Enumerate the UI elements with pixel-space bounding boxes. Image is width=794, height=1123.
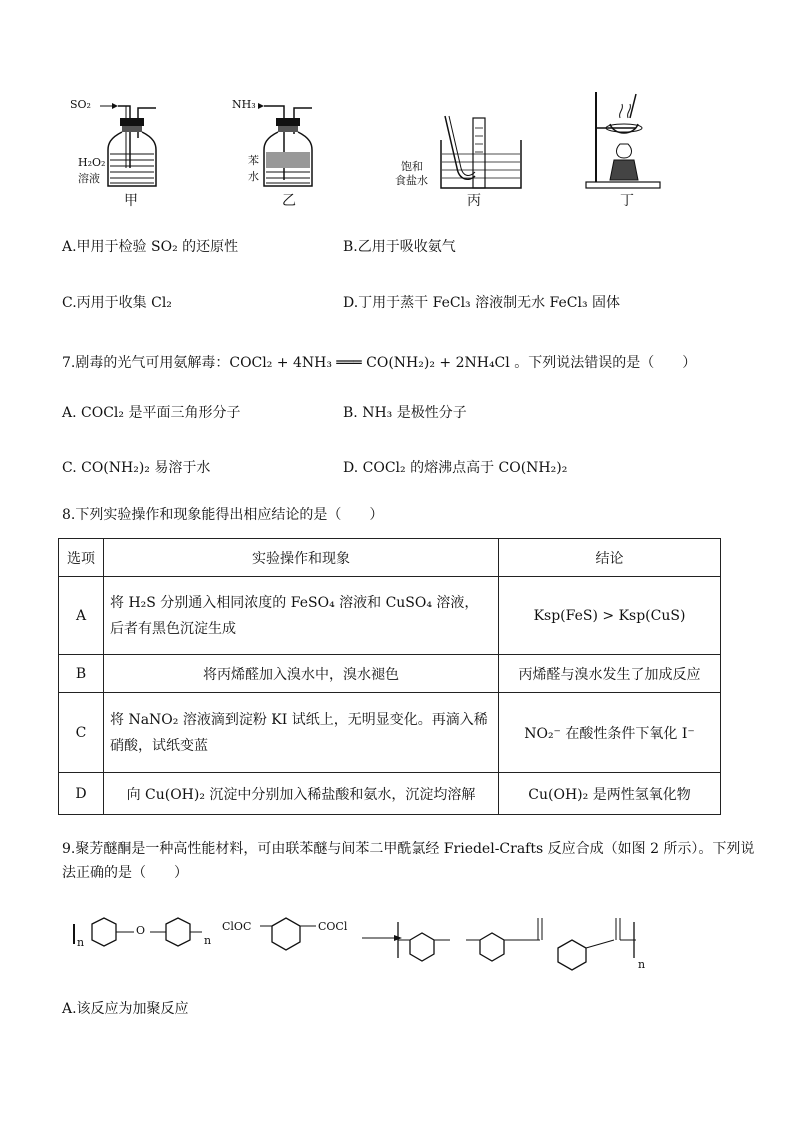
- q8-table: [58, 538, 721, 815]
- repeat-n-1: n: [77, 936, 85, 949]
- table-row: [59, 773, 721, 815]
- header-operation: 实验操作和现象: [104, 539, 499, 577]
- row-conclusion: Cu(OH)₂ 是两性氢氧化物: [499, 773, 721, 815]
- table-row: [59, 655, 721, 693]
- figure-ding: [580, 88, 670, 198]
- figure-bing: [395, 88, 535, 198]
- row-option: D: [59, 773, 104, 815]
- absorption-bottle-icon: [228, 88, 328, 198]
- q6-option-a: A.甲用于检验 SO₂ 的还原性: [62, 239, 239, 255]
- reaction-structure-icon: [64, 900, 664, 980]
- figure-label-jia: 甲: [124, 193, 138, 209]
- table-row: [59, 577, 721, 655]
- row-option: C: [59, 693, 104, 773]
- row-conclusion: 丙烯醛与溴水发生了加成反应: [499, 655, 721, 693]
- q7-option-c: C. CO(NH₂)₂ 易溶于水: [62, 460, 211, 476]
- table-row: [59, 693, 721, 773]
- brine-label-2: 食盐水: [395, 174, 428, 187]
- figure-yi: [228, 88, 328, 198]
- row-operation: 向 Cu(OH)₂ 沉淀中分别加入稀盐酸和氨水，沉淀均溶解: [104, 773, 499, 815]
- row-conclusion: Ksp(FeS) > Ksp(CuS): [499, 577, 721, 655]
- row-operation: 将 H₂S 分别通入相同浓度的 FeSO₄ 溶液和 CuSO₄ 溶液，后者有黑色沉淀生成: [104, 577, 499, 655]
- brine-label: 饱和: [401, 160, 423, 173]
- header-conclusion: 结论: [499, 539, 721, 577]
- q9-stem-line-1: 9.聚芳醚酮是一种高性能材料，可由联苯醚与间苯二甲酰氯经 Friedel-Crafts 反应合成（如图 2 所示）。下列说: [62, 841, 755, 857]
- reagent-right: COCl: [318, 920, 348, 933]
- q6-option-c: C.丙用于收集 Cl₂: [62, 295, 172, 311]
- benzene-label: 苯: [248, 154, 259, 167]
- figure-label-yi: 乙: [282, 193, 296, 209]
- repeat-n-3: n: [638, 958, 646, 971]
- liquid-label: H₂O₂: [78, 156, 106, 169]
- ether-oxygen: O: [136, 924, 146, 937]
- figure-jia: [66, 88, 186, 198]
- table-header-row: [59, 539, 721, 577]
- gas-label: NH₃: [232, 98, 256, 111]
- repeat-n-2: n: [204, 934, 212, 947]
- water-label: 水: [248, 170, 259, 183]
- header-option: 选项: [59, 539, 104, 577]
- evaporation-setup-icon: [580, 88, 670, 198]
- reagent-left: ClOC: [222, 920, 252, 933]
- figure-label-ding: 丁: [620, 193, 634, 209]
- row-operation: 将丙烯醛加入溴水中，溴水褪色: [104, 655, 499, 693]
- gas-label: SO₂: [70, 98, 91, 111]
- q9-option-a: A.该反应为加聚反应: [62, 1001, 189, 1017]
- row-option: B: [59, 655, 104, 693]
- q6-option-b: B.乙用于吸收氨气: [343, 239, 456, 255]
- q6-option-d: D.丁用于蒸干 FeCl₃ 溶液制无水 FeCl₃ 固体: [343, 295, 621, 311]
- figure-label-bing: 丙: [467, 193, 481, 209]
- row-conclusion: NO₂⁻ 在酸性条件下氧化 I⁻: [499, 693, 721, 773]
- q7-option-b: B. NH₃ 是极性分子: [343, 405, 467, 421]
- q7-stem: 7.剧毒的光气可用氨解毒：COCl₂ + 4NH₃ ═══ CO(NH₂)₂ + 2NH₄Cl 。下列说法错误的是（ ）: [62, 355, 697, 371]
- q9-stem-line-2: 法正确的是（ ）: [62, 865, 188, 881]
- reaction-scheme: [64, 900, 664, 980]
- q7-option-d: D. COCl₂ 的熔沸点高于 CO(NH₂)₂: [343, 460, 568, 476]
- row-option: A: [59, 577, 104, 655]
- row-operation: 将 NaNO₂ 溶液滴到淀粉 KI 试纸上，无明显变化。再滴入稀硝酸，试纸变蓝: [104, 693, 499, 773]
- q8-stem: 8.下列实验操作和现象能得出相应结论的是（ ）: [62, 507, 384, 523]
- liquid-label-2: 溶液: [78, 172, 100, 185]
- q7-option-a: A. COCl₂ 是平面三角形分子: [62, 405, 241, 421]
